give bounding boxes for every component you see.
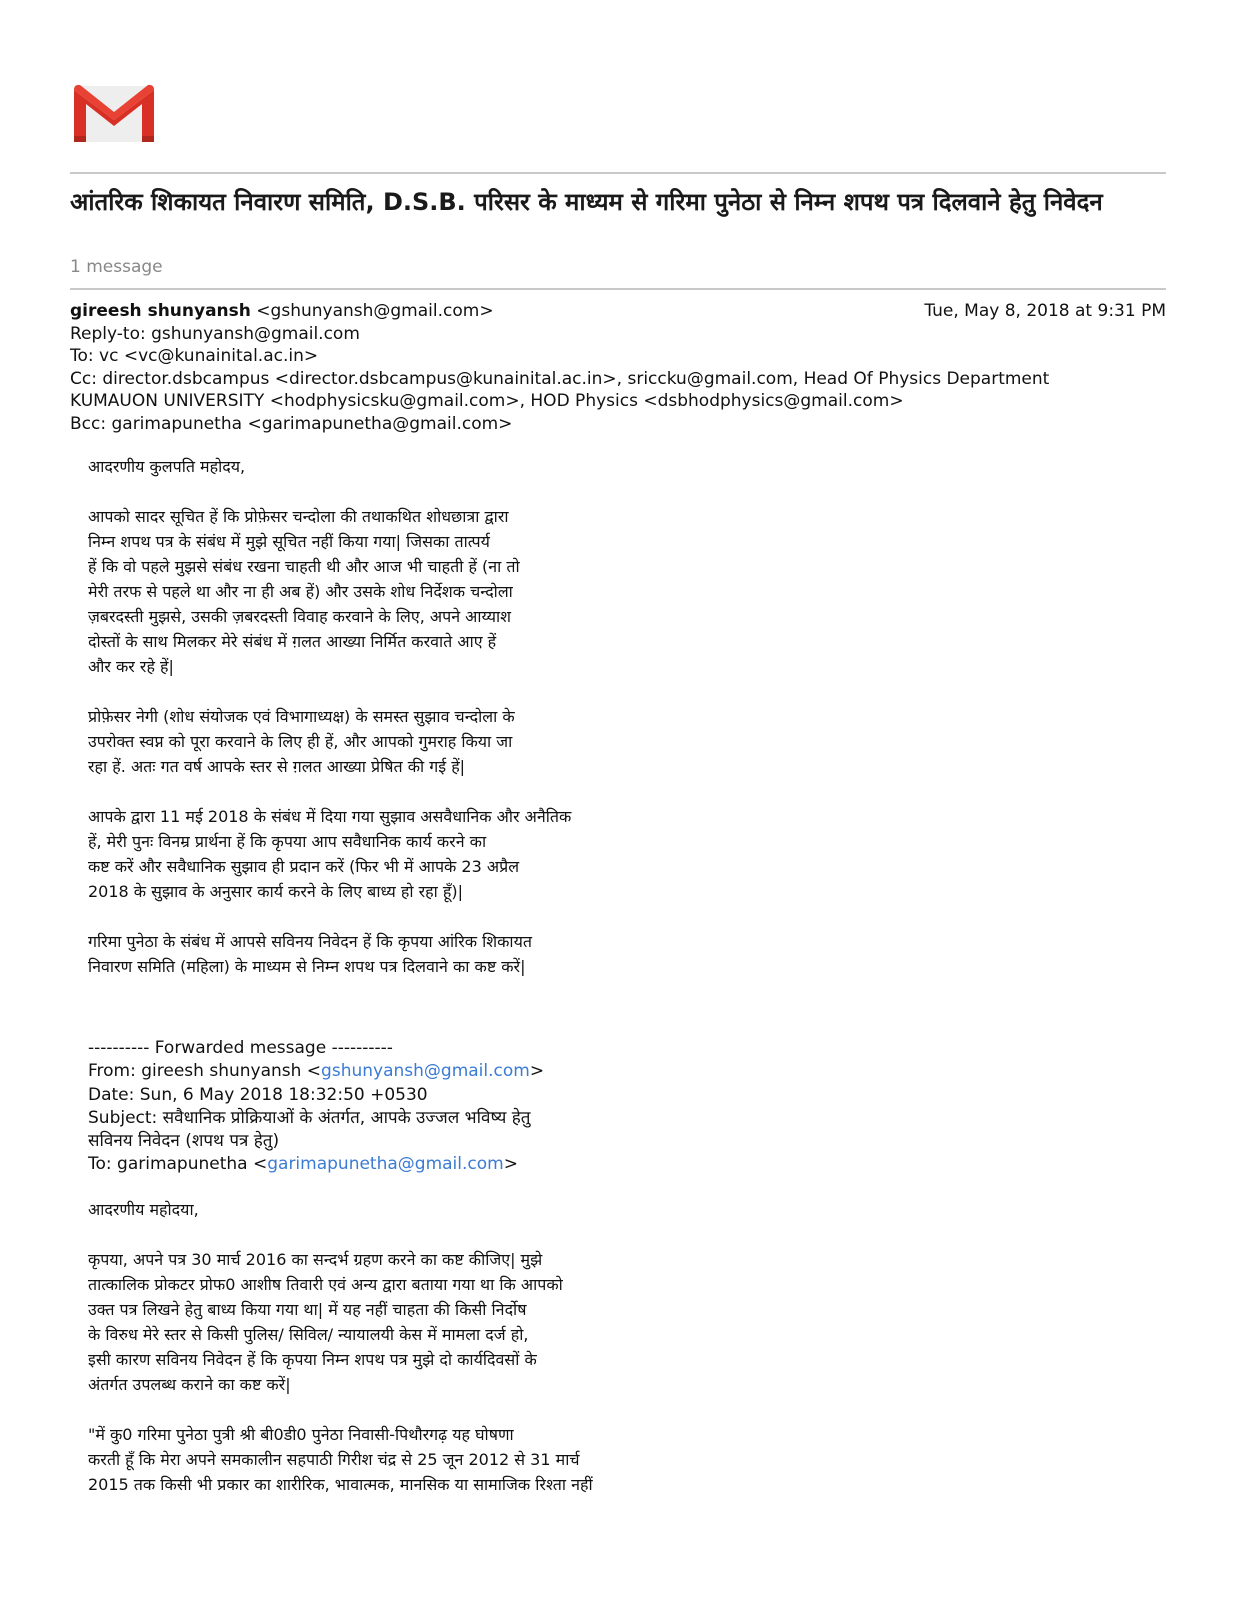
forwarded-divider: ---------- Forwarded message ---------- — [88, 1038, 393, 1058]
header-divider — [70, 288, 1166, 290]
body-line: निवारण समिति (महिला) के माध्यम से निम्न शपथ पत्र दिलवाने का कष्ट करें| — [88, 957, 526, 976]
forwarded-salutation: आदरणीय महोदया, — [88, 1200, 199, 1219]
to-line: To: vc <vc@kunainital.ac.in> — [70, 346, 319, 366]
forwarded-to-email-link[interactable]: garimapunetha@gmail.com — [267, 1154, 504, 1175]
forwarded-paragraph-1 — [88, 1247, 728, 1397]
body-line: ज़बरदस्ती मुझसे, उसकी ज़बरदस्ती विवाह करवाने के लिए, अपने आय्याश — [88, 607, 512, 626]
paragraph-4 — [88, 929, 728, 979]
forwarded-to-prefix: To: garimapunetha < — [88, 1154, 268, 1175]
cc-line-1: Cc: director.dsbcampus <director.dsbcampus@kunainital.ac.in>, sriccku@gmail.com, Head Of Physics Department — [70, 368, 1050, 389]
body-line: कृपया, अपने पत्र 30 मार्च 2016 का सन्दर्भ ग्रहण करने का कष्ट कीजिए| मुझे — [88, 1250, 543, 1269]
body-line: आपको सादर सूचित हें कि प्रोफ़ेसर चन्दोला की तथाकथित शोधछात्रा द्वारा — [88, 507, 509, 526]
body-line: 2015 तक किसी भी प्रकार का शारीरिक, भावात्मक, मानसिक या सामाजिक रिश्ता नहीं — [88, 1475, 593, 1494]
email-header — [70, 300, 1166, 435]
forwarded-from-prefix: From: gireesh shunyansh < — [88, 1061, 322, 1082]
message-count: 1 message — [70, 257, 163, 277]
forwarded-from — [88, 1060, 728, 1083]
forwarded-date: Date: Sun, 6 May 2018 18:32:50 +0530 — [88, 1084, 428, 1105]
gmail-logo-icon — [72, 82, 156, 144]
body-line: उक्त पत्र लिखने हेतु बाध्य किया गया था| में यह नहीं चाहता की किसी निर्दोष — [88, 1300, 527, 1319]
body-line: कष्ट करें और सवैधानिक सुझाव ही प्रदान करें (फिर भी में आपके 23 अप्रैल — [88, 857, 520, 876]
forwarded-to — [88, 1153, 728, 1176]
salutation: आदरणीय कुलपति महोदय, — [88, 457, 246, 476]
body-line: हें कि वो पहले मुझसे संबंध रखना चाहती थी और आज भी चाहती हें (ना तो — [88, 557, 520, 576]
sender-email: <gshunyansh@gmail.com> — [256, 301, 494, 321]
body-line: 2018 के सुझाव के अनुसार कार्य करने के लिए बाध्य हो रहा हूँ)| — [88, 882, 463, 901]
body-line: के विरुध मेरे स्तर से किसी पुलिस/ सिविल/ न्यायालयी केस में मामला दर्ज हो, — [88, 1325, 529, 1344]
body-line: मेरी तरफ से पहले था और ना ही अब हें) और उसके शोध निर्देशक चन्दोला — [88, 582, 513, 601]
body-line: करती हूँ कि मेरा अपने समकालीन सहपाठी गिरीश चंद्र से 25 जून 2012 से 31 मार्च — [88, 1450, 580, 1469]
forwarded-header — [88, 1037, 728, 1177]
cut-off-text-fragment — [88, 1507, 388, 1513]
body-line: आपके द्वारा 11 मई 2018 के संबंध में दिया गया सुझाव असवैधानिक और अनैतिक — [88, 807, 572, 826]
forwarded-subject-2: सविनय निवेदन (शपथ पत्र हेतु) — [88, 1131, 280, 1152]
reply-to-line: Reply-to: gshunyansh@gmail.com — [70, 323, 360, 344]
body-line: इसी कारण सविनय निवेदन हें कि कृपया निम्न शपथ पत्र मुझे दो कार्यदिवसों के — [88, 1350, 537, 1369]
sender-name: gireesh shunyansh — [70, 301, 251, 321]
paragraph-2 — [88, 704, 728, 779]
body-line: तात्कालिक प्रोकटर प्रोफ0 आशीष तिवारी एवं अन्य द्वारा बताया गया था कि आपको — [88, 1275, 563, 1294]
bcc-line: Bcc: garimapunetha <garimapunetha@gmail.com> — [70, 413, 513, 434]
body-line: प्रोफ़ेसर नेगी (शोध संयोजक एवं विभागाध्यक्ष) के समस्त सुझाव चन्दोला के — [88, 707, 515, 726]
body-line: रहा हें. अतः गत वर्ष आपके स्तर से ग़लत आख्या प्रेषित की गई हें| — [88, 757, 466, 776]
body-line: उपरोक्त स्वप्न को पूरा करवाने के लिए ही हें, और आपको गुमराह किया जा — [88, 732, 513, 751]
cc-line-2: KUMAUON UNIVERSITY <hodphysicsku@gmail.com>, HOD Physics <dsbhodphysics@gmail.com> — [70, 391, 904, 411]
forwarded-body — [88, 1197, 728, 1522]
forwarded-from-email-link[interactable]: gshunyansh@gmail.com — [321, 1061, 530, 1082]
forwarded-to-suffix: > — [503, 1154, 518, 1175]
forwarded-from-suffix: > — [529, 1061, 545, 1082]
body-line: निम्न शपथ पत्र के संबंध में मुझे सूचित नहीं किया गया| जिसका तात्पर्य — [88, 532, 490, 551]
body-line: और कर रहे हें| — [88, 657, 174, 676]
body-line: हें, मेरी पुनः विनम्र प्रार्थना हें कि कृपया आप सवैधानिक कार्य करने का — [88, 832, 487, 851]
paragraph-1 — [88, 504, 728, 679]
paragraph-3 — [88, 804, 728, 904]
body-line: अंतर्गत उपलब्ध कराने का कष्ट करें| — [88, 1375, 291, 1394]
top-divider — [70, 172, 1166, 174]
email-body — [88, 454, 728, 1004]
forwarded-subject-1: Subject: सवैधानिक प्रोक्रियाओं के अंतर्गत, आपके उज्जल भविष्य हेतु — [88, 1107, 531, 1128]
body-line: गरिमा पुनेठा के संबंध में आपसे सविनय निवेदन हें कि कृपया आंरिक शिकायत — [88, 932, 532, 951]
body-line: दोस्तों के साथ मिलकर मेरे संबंध में ग़लत आख्या निर्मित करवाते आए हें — [88, 632, 497, 651]
forwarded-paragraph-2 — [88, 1422, 728, 1497]
email-subject: आंतरिक शिकायत निवारण समिति, D.S.B. परिसर के माध्यम से गरिमा पुनेठा से निम्न शपथ पत्र दिलवाने हेतु निवेदन — [70, 188, 1103, 216]
email-date: Tue, May 8, 2018 at 9:31 PM — [924, 301, 1166, 321]
body-line: "में कु0 गरिमा पुनेठा पुत्री श्री बी0डी0 पुनेठा निवासी-पिथौरगढ़ यह घोषणा — [88, 1425, 514, 1444]
